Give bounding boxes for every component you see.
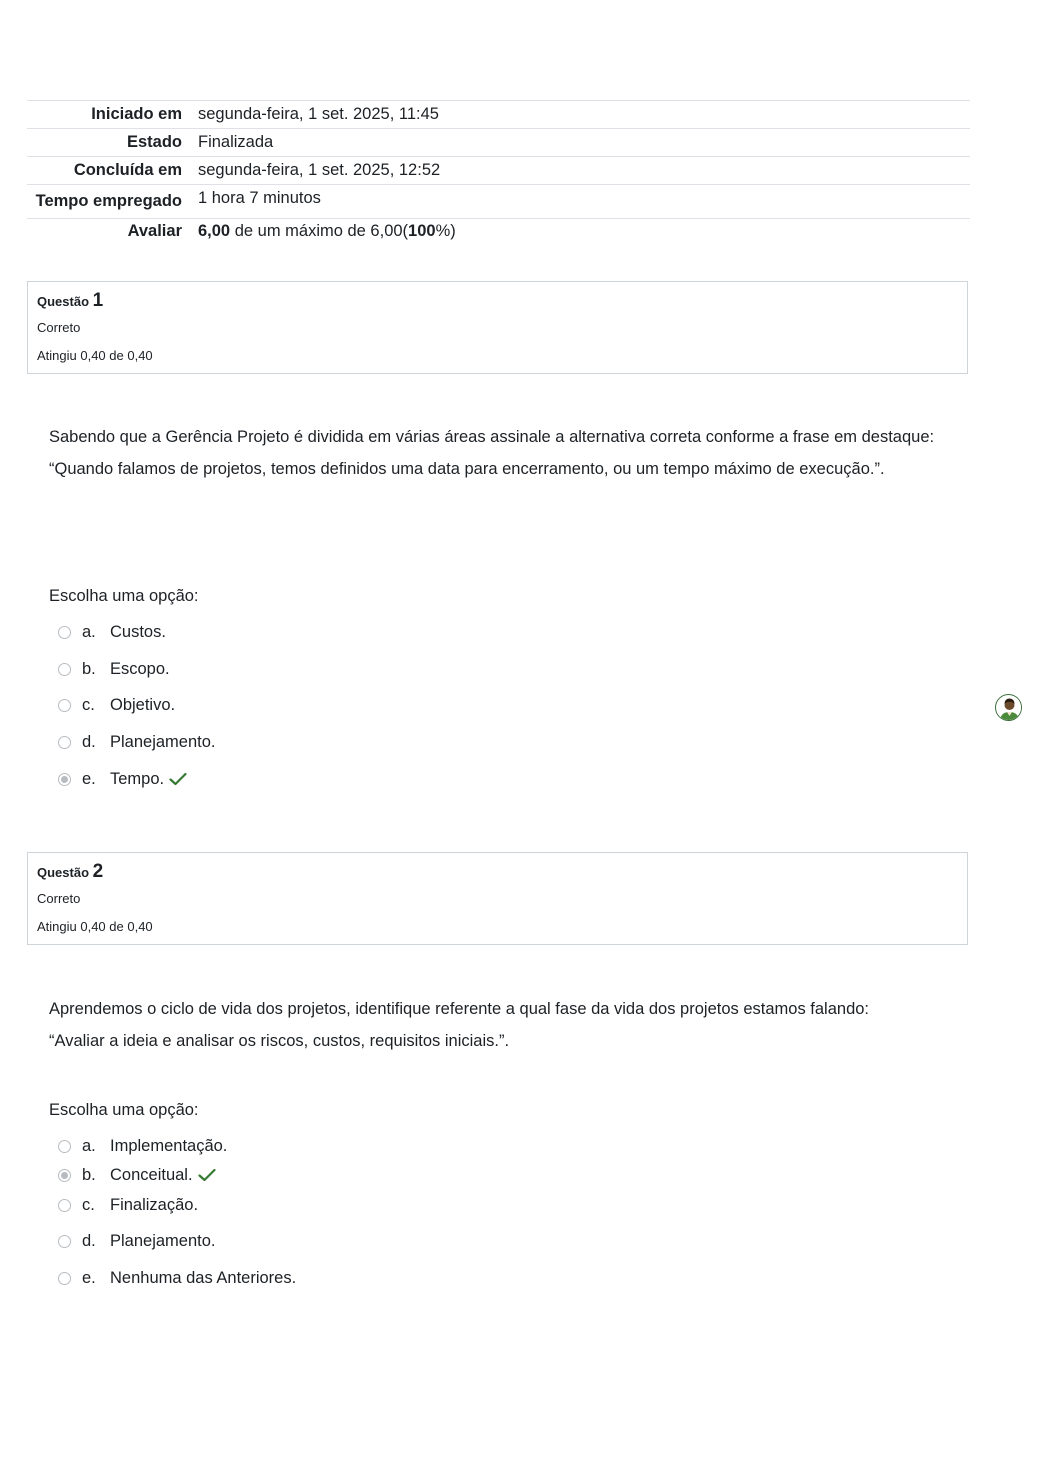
question-number bbox=[37, 290, 103, 312]
question-1-info bbox=[27, 281, 968, 374]
grade-percent: 100 bbox=[408, 222, 436, 240]
question-text-paragraph: Sabendo que a Gerência Projeto é dividida em várias áreas assinale a alternativa correta conforme a frase em destaque: bbox=[49, 428, 935, 446]
question-quote: “Quando falamos de projetos, temos definidos uma data para encerramento, ou um tempo máximo de execução.”. bbox=[49, 460, 885, 478]
option-text: Planejamento. bbox=[110, 732, 216, 751]
grade-score: 6,00 bbox=[198, 222, 231, 240]
question-state: Correto bbox=[37, 320, 81, 335]
attempt-summary-table bbox=[27, 100, 970, 245]
summary-row-started bbox=[27, 101, 970, 129]
user-avatar[interactable] bbox=[995, 694, 1022, 721]
question-grade: Atingiu 0,40 de 0,40 bbox=[37, 919, 153, 934]
option-letter: b. bbox=[82, 1165, 96, 1184]
option-letter: c. bbox=[82, 695, 95, 714]
question-grade: Atingiu 0,40 de 0,40 bbox=[37, 348, 153, 363]
state-value: Finalizada bbox=[198, 129, 970, 157]
option-d[interactable] bbox=[58, 732, 216, 752]
question-state: Correto bbox=[37, 891, 81, 906]
grade-end: %) bbox=[435, 222, 456, 240]
summary-row-state bbox=[27, 129, 970, 157]
radio-button[interactable] bbox=[58, 1235, 71, 1248]
started-value: segunda-feira, 1 set. 2025, 11:45 bbox=[198, 101, 970, 129]
option-c[interactable] bbox=[58, 1195, 198, 1215]
question-label: Questão bbox=[37, 865, 90, 880]
option-letter: a. bbox=[82, 622, 96, 641]
question-number bbox=[37, 861, 103, 883]
option-letter: a. bbox=[82, 1136, 96, 1155]
radio-button[interactable] bbox=[58, 1199, 71, 1212]
option-letter: e. bbox=[82, 1268, 96, 1287]
option-letter: b. bbox=[82, 659, 96, 678]
radio-button[interactable] bbox=[58, 1140, 71, 1153]
radio-button[interactable] bbox=[58, 699, 71, 712]
option-text: Conceitual. bbox=[110, 1165, 193, 1184]
started-label: Iniciado em bbox=[27, 101, 198, 129]
radio-button-selected[interactable] bbox=[58, 1169, 71, 1182]
question-label: Questão bbox=[37, 294, 90, 309]
option-letter: c. bbox=[82, 1195, 95, 1214]
answer-prompt: Escolha uma opção: bbox=[49, 587, 199, 605]
option-b[interactable] bbox=[58, 1165, 216, 1185]
time-value: 1 hora 7 minutos bbox=[198, 185, 970, 219]
option-a[interactable] bbox=[58, 622, 166, 642]
correct-check-icon bbox=[169, 772, 187, 786]
question-2-info bbox=[27, 852, 968, 945]
option-c[interactable] bbox=[58, 695, 175, 715]
option-letter: e. bbox=[82, 769, 96, 788]
radio-button[interactable] bbox=[58, 736, 71, 749]
question-2-text bbox=[49, 997, 949, 1061]
completed-label: Concluída em bbox=[27, 157, 198, 185]
option-d[interactable] bbox=[58, 1231, 216, 1251]
correct-check-icon bbox=[198, 1168, 216, 1182]
summary-row-time bbox=[27, 185, 970, 219]
option-text: Nenhuma das Anteriores. bbox=[110, 1268, 297, 1287]
question-text-paragraph: Aprendemos o ciclo de vida dos projetos, identifique referente a qual fase da vida dos projetos estamos falando: bbox=[49, 1000, 870, 1018]
grade-label: Avaliar bbox=[27, 219, 198, 246]
option-b[interactable] bbox=[58, 659, 170, 679]
option-letter: d. bbox=[82, 1231, 96, 1250]
option-text: Escopo. bbox=[110, 659, 170, 678]
option-e[interactable] bbox=[58, 1268, 296, 1288]
completed-value: segunda-feira, 1 set. 2025, 12:52 bbox=[198, 157, 970, 185]
radio-button[interactable] bbox=[58, 626, 71, 639]
radio-button-selected[interactable] bbox=[58, 773, 71, 786]
option-a[interactable] bbox=[58, 1136, 227, 1156]
option-text: Planejamento. bbox=[110, 1231, 216, 1250]
question-1-text bbox=[49, 425, 949, 489]
option-text: Tempo. bbox=[110, 769, 165, 788]
option-text: Implementação. bbox=[110, 1136, 228, 1155]
state-label: Estado bbox=[27, 129, 198, 157]
option-e[interactable] bbox=[58, 769, 187, 789]
summary-row-completed bbox=[27, 157, 970, 185]
avatar-person-icon bbox=[996, 695, 1022, 721]
radio-button[interactable] bbox=[58, 1272, 71, 1285]
grade-value bbox=[198, 219, 970, 246]
option-text: Objetivo. bbox=[110, 695, 176, 714]
time-label: Tempo empregado bbox=[27, 185, 198, 219]
question-quote: “Avaliar a ideia e analisar os riscos, custos, requisitos iniciais.”. bbox=[49, 1032, 510, 1050]
option-text: Finalização. bbox=[110, 1195, 199, 1214]
answer-prompt: Escolha uma opção: bbox=[49, 1101, 199, 1119]
grade-mid: de um máximo de 6,00( bbox=[230, 222, 409, 240]
option-text: Custos. bbox=[110, 622, 166, 641]
question-number-value: 1 bbox=[92, 290, 104, 311]
question-number-value: 2 bbox=[92, 861, 104, 882]
option-letter: d. bbox=[82, 732, 96, 751]
summary-row-grade bbox=[27, 219, 970, 246]
radio-button[interactable] bbox=[58, 663, 71, 676]
